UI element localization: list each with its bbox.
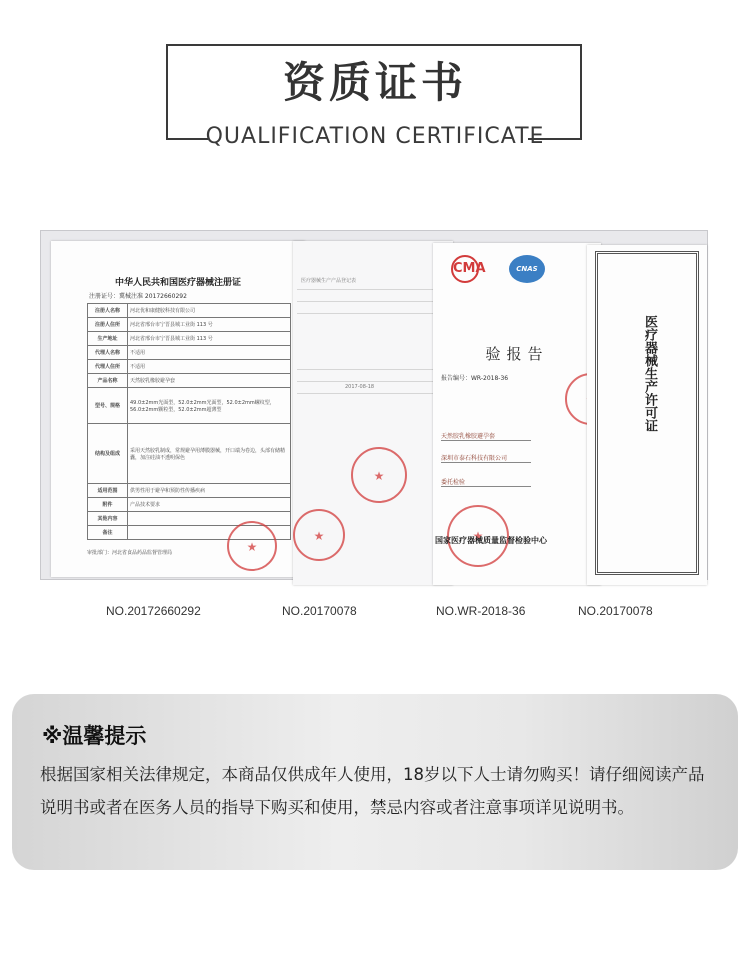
form-line [297,289,449,290]
row-value: 河北优和康健胶科技有限公司 [128,304,291,318]
caption-production-form: NO.20170078 [282,604,357,618]
row-value: 供男性用于避孕和预防性传播疾病 [128,484,291,498]
row-value: 河北省邢台市宁晋县城工业街 113 号 [128,332,291,346]
registration-certificate [51,241,305,577]
table-row [88,318,291,332]
issuer-line: 审批部门：河北省食品药品监督管理局 [87,550,173,556]
report-number: 报告编号：WR-2018-36 [441,375,509,382]
row-value: 天然胶乳橡胶避孕套 [128,374,291,388]
page-title: 资质证书 [282,58,467,107]
page-subtitle: QUALIFICATION CERTIFICATE [205,124,545,149]
table-row [88,360,291,374]
report-sample: 天然胶乳橡胶避孕套 [441,431,531,441]
notice-title: ※温馨提示 [42,724,147,748]
table-row [88,498,291,512]
form-line [297,381,449,382]
official-seal-icon [293,509,345,561]
caption-registration: NO.20172660292 [106,604,201,618]
row-value: 河北省邢台市宁晋县城工业街 113 号 [128,318,291,332]
inspection-report [433,243,601,585]
report-client: 深圳市泰石科技有限公司 [441,453,531,463]
cnas-logo-icon: CNAS [509,255,545,283]
production-license [587,245,707,585]
report-organization: 国家医疗器械质量监督检验中心 [435,536,547,545]
form-line [297,369,449,370]
table-row [88,304,291,318]
row-key: 代理人名称 [88,346,128,360]
caption-license: NO.20170078 [578,604,653,618]
form-title: 医疗器械生产产品登记表 [301,278,357,284]
certificate-table [87,303,291,540]
registration-number: 注册证号：冀械注准 20172660292 [89,293,187,300]
row-key: 生产地址 [88,332,128,346]
report-title: 验报告 [485,345,549,363]
table-row [88,424,291,484]
production-registration-form [293,241,453,585]
form-line [297,301,449,302]
row-value: 不适用 [128,346,291,360]
report-type: 委托检验 [441,477,531,487]
row-key: 注册人名称 [88,304,128,318]
caption-inspection-report: NO.WR-2018-36 [436,604,526,618]
table-row [88,374,291,388]
row-key: 型号、规格 [88,388,128,424]
row-key: 产品名称 [88,374,128,388]
license-title: 医疗器械生产许可证 [642,315,657,432]
row-value: 采用天然胶乳制成，常规避孕用薄膜器械，开口端为卷边，头部有储精囊，加注硅油不透明保色 [128,424,291,484]
notice-body: 根据国家相关法律规定，本商品仅供成年人使用，18岁以下人士请勿购买！请仔细阅读产品说明书或者在医务人员的指导下购买和使用，禁忌内容或者注意事项详见说明书。 [40,765,705,817]
form-line [297,313,449,314]
table-row [88,484,291,498]
row-value: 产品技术要求 [128,498,291,512]
row-key: 代理人住所 [88,360,128,374]
row-key: 其他内容 [88,512,128,526]
row-key: 附件 [88,498,128,512]
form-date: 2017-08-18 [345,384,375,390]
cma-logo-icon: CMA [451,255,479,283]
table-row [88,346,291,360]
row-value [128,512,291,526]
warm-notice-panel [12,694,738,870]
row-key: 结构及组成 [88,424,128,484]
row-value: 49.0±2mm光面型，52.0±2mm光面型，52.0±2mm螺纹型，56.0±2mm颗粒型，52.0±2mm超薄型 [128,388,291,424]
form-line [297,393,449,394]
table-row [88,388,291,424]
row-key: 注册人住所 [88,318,128,332]
row-value: 不适用 [128,360,291,374]
official-seal-icon [351,447,407,503]
row-key: 备注 [88,526,128,540]
table-row [88,332,291,346]
row-key: 适用范围 [88,484,128,498]
certificate-title: 中华人民共和国医疗器械注册证 [114,278,241,288]
official-seal-icon [227,521,277,571]
certificates-strip [40,230,708,580]
